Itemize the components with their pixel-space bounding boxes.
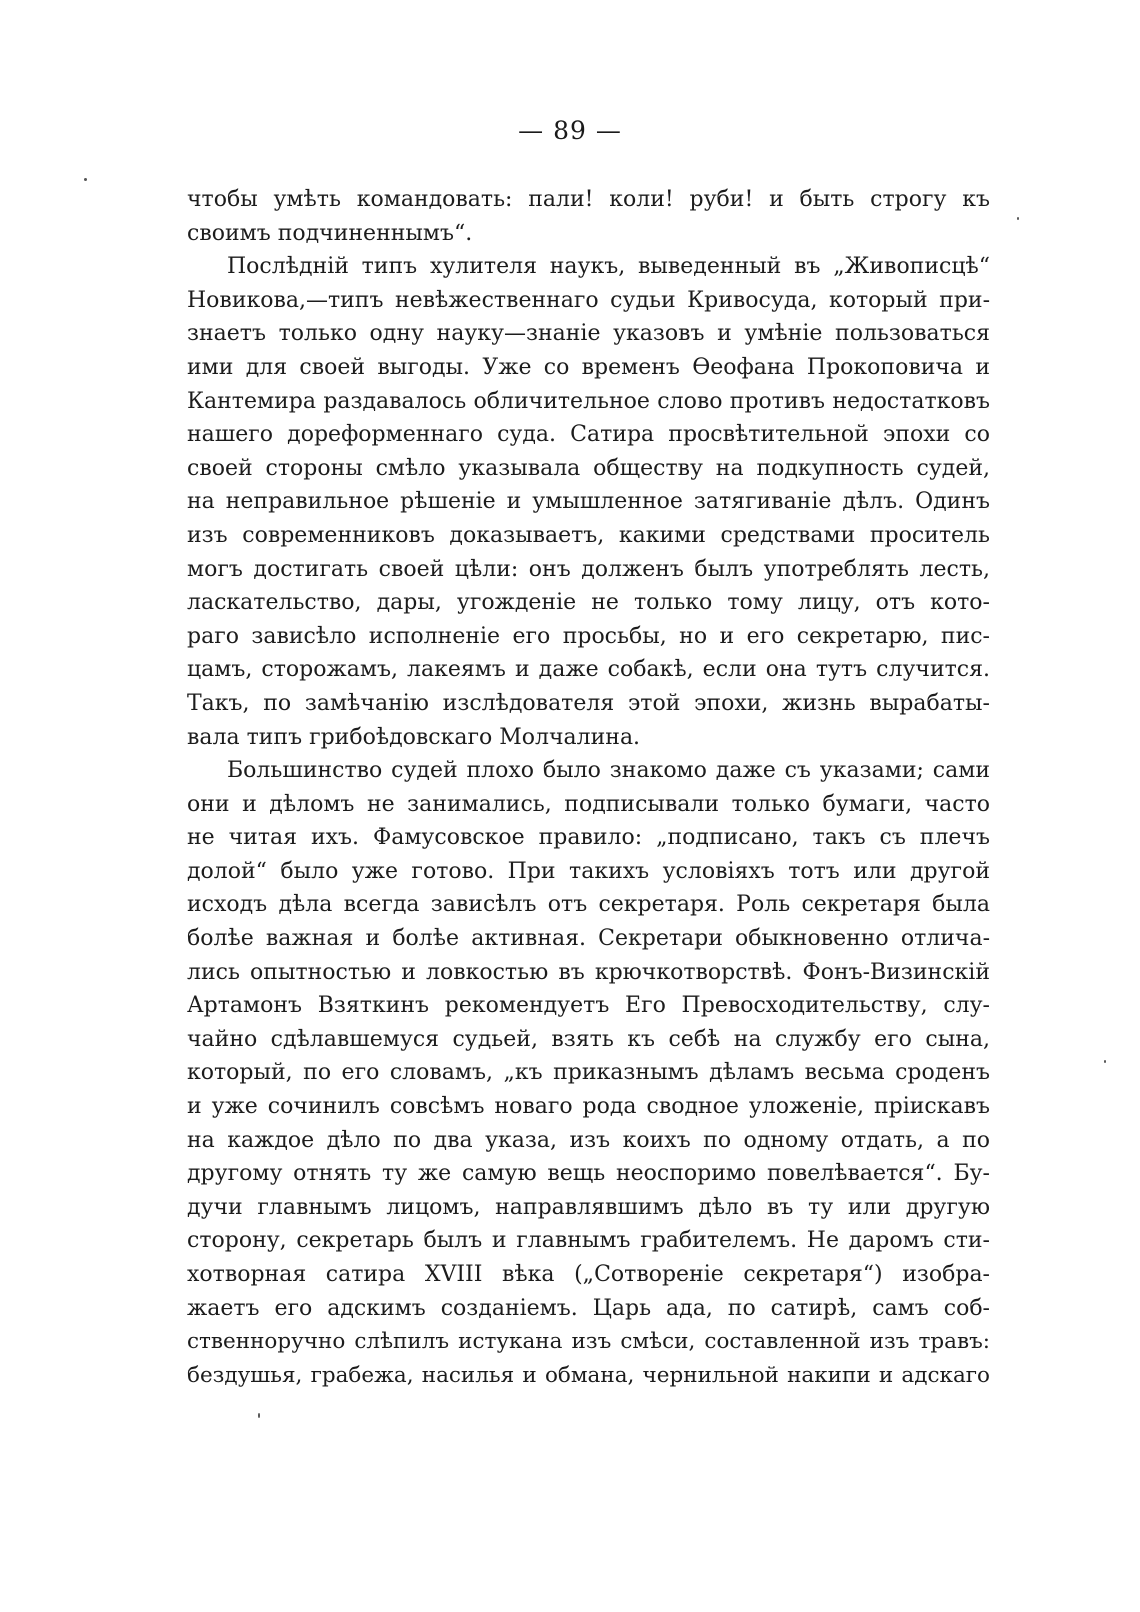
page-number: — 89 — <box>518 116 622 145</box>
text-line: они и дѣломъ не занимались, подписывали только бумаги, часто <box>187 791 990 817</box>
text-line: Кантемира раздавалось обличительное слово противъ недостатковъ <box>187 388 990 414</box>
text-line: Новикова,—типъ невѣжественнаго судьи Кривосуда, который при- <box>187 287 990 313</box>
text-line: не читая ихъ. Фамусовское правило: „подписано, такъ съ плечъ <box>187 825 990 851</box>
text-line: болѣе важная и болѣе активная. Секретари обыкновенно отлича- <box>187 926 990 952</box>
text-line: чайно сдѣлавшемуся судьей, взять къ себѣ на службу его сына, <box>187 1026 990 1052</box>
scan-speck <box>1104 1060 1106 1063</box>
text-line: ласкательство, дары, угожденiе не только тому лицу, отъ кото- <box>187 590 990 616</box>
text-line: и уже сочинилъ совсѣмъ новаго рода сводное уложенiе, прiискавъ <box>187 1094 990 1120</box>
scan-speck <box>84 178 87 181</box>
text-line: изъ современниковъ доказываетъ, какими средствами проситель <box>187 522 990 548</box>
text-line: долой“ было уже готово. При такихъ условiяхъ тотъ или другой <box>187 858 990 884</box>
scan-speck <box>1017 217 1019 220</box>
text-line: нашего дореформеннаго суда. Сатира просвѣтительной эпохи со <box>187 422 990 448</box>
text-line: ими для своей выгоды. Уже со временъ Ѳеофана Прокоповича и <box>187 354 990 380</box>
paragraph-start-line: Послѣднiй типъ хулителя наукъ, выведенный въ „Живописцѣ“ <box>227 254 990 280</box>
text-line: другому отнять ту же самую вещь неоспоримо повелѣвается“. Бу- <box>187 1161 990 1187</box>
text-line: на каждое дѣло по два указа, изъ коихъ по одному отдать, а по <box>187 1127 990 1153</box>
text-line: раго зависѣло исполненiе его просьбы, но и его секретарю, пис- <box>187 623 990 649</box>
body-text <box>187 183 990 1392</box>
text-line: бездушья, грабежа, насилья и обмана, чернильной накипи и адскаго <box>187 1362 990 1388</box>
text-line: своимъ подчиненнымъ“. <box>187 220 473 246</box>
scan-speck <box>258 1413 260 1418</box>
text-line: хотворная сатира XVIII вѣка („Сотворенiе секретаря“) изобра- <box>187 1262 990 1287</box>
paragraph-start-line: Большинство судей плохо было знакомо даже съ указами; сами <box>227 758 990 784</box>
text-line: ственноручно слѣпилъ истукана изъ смѣси, составленной изъ травъ: <box>187 1329 990 1355</box>
text-line: дучи главнымъ лицомъ, направлявшимъ дѣло въ ту или другую <box>187 1194 990 1220</box>
text-line: исходъ дѣла всегда зависѣлъ отъ секретаря. Роль секретаря была <box>187 892 990 918</box>
text-line: вала типъ грибоѣдовскаго Молчалина. <box>187 724 641 750</box>
text-line: жаетъ его адскимъ созданiемъ. Царь ада, по сатирѣ, самъ соб- <box>187 1295 990 1321</box>
text-line: цамъ, сторожамъ, лакеямъ и даже собакѣ, если она тутъ случится. <box>187 657 990 683</box>
text-line: который, по его словамъ, „къ приказнымъ дѣламъ весьма сроденъ <box>187 1060 990 1086</box>
text-line: на неправильное рѣшенiе и умышленное затягиванiе дѣлъ. Одинъ <box>187 489 990 515</box>
text-line: Такъ, по замѣчанiю изслѣдователя этой эпохи, жизнь вырабаты- <box>187 690 990 716</box>
text-line: чтобы умѣть командовать: пали! коли! руби! и быть строгу къ <box>187 187 990 212</box>
text-line: знаетъ только одну науку—знанiе указовъ и умѣнiе пользоваться <box>187 321 990 347</box>
text-line: могъ достигать своей цѣли: онъ долженъ былъ употреблять лесть, <box>187 556 990 582</box>
text-line: Артамонъ Взяткинъ рекомендуетъ Его Превосходительству, слу- <box>187 993 990 1019</box>
text-line: своей стороны смѣло указывала обществу на подкупность судей, <box>187 455 990 481</box>
text-line: сторону, секретарь былъ и главнымъ грабителемъ. Не даромъ сти- <box>187 1228 990 1254</box>
text-line: лись опытностью и ловкостью въ крючкотворствѣ. Фонъ-Визинскiй <box>187 959 990 985</box>
